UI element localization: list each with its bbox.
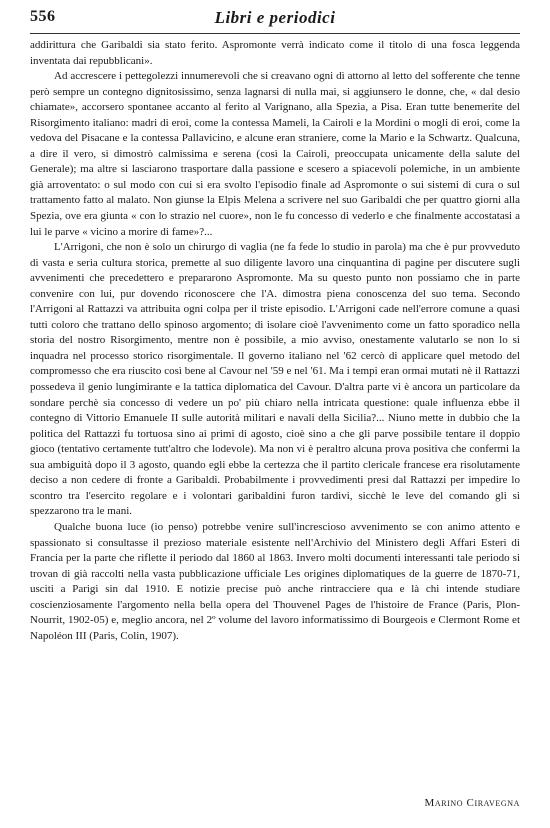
running-title: Libri e periodici bbox=[214, 8, 336, 27]
paragraph-2: Ad accrescere i pettegolezzi innumerevoli che si creavano ogni dì attorno al letto del sofferente che tenne però sempre un contegno dignitosissimo, senza lagnarsi di nulla mai, si aggiunsero le donne, che, « dal desio chiamate», accorsero spontanee accanto al ferito al Varignano, alla Spezia, a Pisa. Eran tutte benemerite del Risorgimento italiano: madri di eroi, come la contessa Mameli, la Cairoli e la Mordini o mogli di eroi, come la vedova del Pisacane e la contessa Pallavicino, e alcune eran straniere, come la Mario e la Schwartz. Qualcuna, a dire il vero, si dimostrò calmissima e serena (così la Cairoli, preoccupata unicamente della salute del Generale); ma altre si lasciarono trasportare dalla passione e scesero a spiacevoli polemiche, in un ambiente già arroventato: o sul modo con cui si era svolto l'episodio finale ad Aspromonte o sui sistemi di cura o sul trattamento fatto al malato. Non giunse la Elpis Melena a scrivere nel suo Garibaldi che per quattro giorni alla Spezia, ove era giunta « con lo strazio nel cuore», non le fu concesso di vederlo e che finalmente accostatasi a lui le parve « vicino a morire di fame»?... bbox=[30, 70, 520, 238]
author-signature: Marino Ciravegna bbox=[424, 797, 520, 809]
header-divider bbox=[30, 33, 520, 34]
paragraph-3: L'Arrigoni, che non è solo un chirurgo di vaglia (ne fa fede lo studio in parola) ma che è pur provveduto di vasta e seria cultura storica, premette al suo diligente lavoro una cinquantina di pagine per discutere sugli avvenimenti che precedettero e prepararono Aspromonte. Ma su questo punto non possiamo che in parte convenire con lui, pur dovendo riconoscere che l'A. dimostra piena conoscenza del suo tema. Secondo l'Arrigoni al Rattazzi va attribuita ogni colpa per il triste episodio. L'Arrigoni cade nell'errore comune a quasi tutti coloro che trattano dello spinoso argomento; di isolare cioè l'avvenimento come un fatto sporadico nella storia del nostro Risorgimento, mentre non è possibile, a mio avviso, onestamente valutarlo se non lo si inquadra nel processo storico risorgimentale. Il governo italiano nel '62 cercò di applicare quel metodo del compromesso che era riuscito così bene al Cavour nel '59 e nel '61. Ma i tempi eran ormai mutati nè il Rattazzi possedeva il genio lungimirante e la tattica diplomatica del Cavour. D'altra parte vi è ancora un particolare da sondare perchè sia concesso di vedere un po' più chiaro nella intricata questione: quale influenza ebbe il contegno di Vittorio Emanuele II sulle autorità militari e navali della Sicilia?... Niuno mette in dubbio che la politica del Rattazzi fu tortuosa sino ai primi di agosto, cioè sino a che gli parve possibile tentare il doppio gioco (tentativo certamente tutt'altro che lodevole). Ma non vi è peraltro alcuna prova positiva che confermi la sua ambiguità dopo il 3 agosto, quando egli ebbe la certezza che il partito clericale francese era risolutamente deciso a non cedere di fronte a Garibaldi. Probabilmente i provvedimenti presi dal Rattazzi per impedire lo scontro tra l'esercito regolare e i volontari garibaldini furon tardivi, sicchè le leve del comando gli si spezzarono tra le mani. bbox=[30, 241, 520, 518]
page-number: 556 bbox=[30, 8, 56, 25]
paragraph-4: Qualche buona luce (io penso) potrebbe venire sull'increscioso avvenimento se con animo attento e spassionato si consultasse il prezioso materiale esistente nell'Archivio del Ministero degli Affari Esteri di Francia per la parte che riflette il periodo dal 1860 al 1863. Invero molti documenti interessanti tale periodo si trovan di già raccolti nella vasta pubblicazione ufficiale Les origines diplomatiques de la guerre de 1870-71, usciti a Parigi sin dal 1910. E notizie precise può anche rintracciere qua e là chi intende studiare coscienziosamente l'argomento nella bella opera del Thouvenel Pages de l'histoire de France (Paris, Plon-Nourrit, 1902-05) e, meglio ancora, nel 2º volume del lavoro informatissimo di Bourgeois e Clermont Rome et Napoléon III (Paris, Colin, 1907). bbox=[30, 520, 520, 642]
page-header bbox=[30, 8, 520, 32]
article-body bbox=[30, 38, 520, 644]
paragraph-1: addirittura che Garibaldi sia stato ferito. Aspromonte verrà indicato come il titolo di una fosca leggenda inventata dai repubblicani». bbox=[30, 39, 520, 67]
